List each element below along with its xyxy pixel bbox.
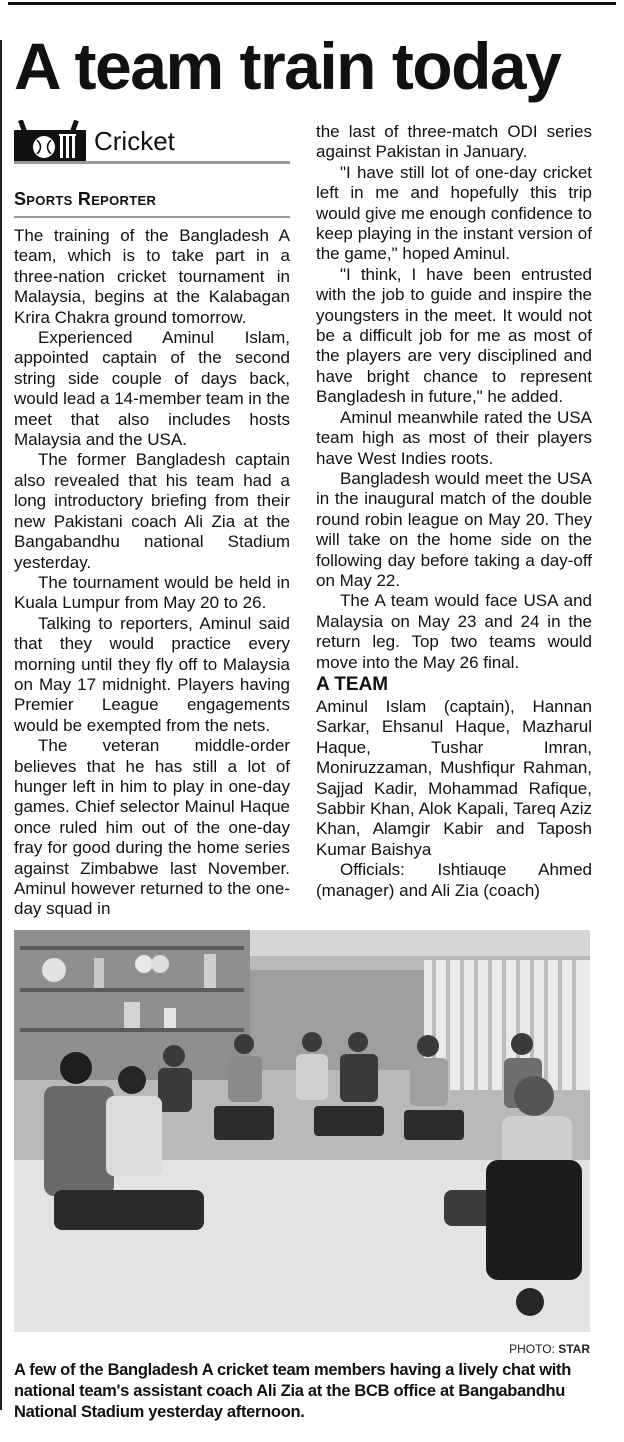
column-rule [0, 40, 2, 1410]
headline: A team train today [14, 29, 561, 103]
byline: Sports Reporter [14, 189, 157, 209]
team-list: Aminul Islam (captain), Hannan Sarkar, Ehsanul Haque, Mazharul Haque, Tushar Imran, Moniruzzaman, Mushfiqur Rahman, Sajjad Kadir, Mohammad Rafique, Sabbir Khan, Alok Kapali, Tareq Aziz Khan, Alamgir Kabir and Taposh Kumar Baishya [316, 696, 592, 859]
news-photo [14, 930, 590, 1332]
paragraph: The veteran middle-order believes that he has still a lot of hunger left in him to play in one-day games. Chief selector Mainul Haque once ruled him out of the one-day fray for good during the home series against Zimbabwe last November. Aminul however returned to the one-day squad in [14, 736, 290, 919]
cricket-logo-icon [14, 120, 86, 162]
paragraph: Talking to reporters, Aminul said that they would practice every morning until they fly off to Malaysia on May 17 midnight. Players having Premier League engagements would be exempted from the nets. [14, 613, 290, 735]
paragraph: The tournament would be held in Kuala Lumpur from May 20 to 26. [14, 572, 290, 613]
article-column-2 [316, 122, 592, 901]
paragraph-continuation: the last of three-match ODI series against Pakistan in January. [316, 122, 592, 162]
article-column-1 [14, 226, 290, 920]
paragraph: Bangladesh would meet the USA in the inaugural match of the double round robin league on May 20. They will take on the home side on the following day before taking a day-off on May 22. [316, 468, 592, 590]
photo-credit-prefix: PHOTO: [509, 1342, 555, 1356]
paragraph: The A team would face USA and Malaysia on May 23 and 24 in the return leg. Top two teams would move into the May 26 final. [316, 591, 592, 672]
paragraph: Experienced Aminul Islam, appointed captain of the second string side couple of days back, would lead a 14-member team in the meet that also includes hosts Malaysia and the USA. [14, 328, 290, 450]
photo-credit-source: STAR [558, 1342, 590, 1356]
paragraph: The training of the Bangladesh A team, which is to take part in a three-nation cricket tournament in Malaysia, begins at the Kalabagan Krira Chakra ground tomorrow. [14, 226, 290, 327]
byline-rule [14, 216, 290, 218]
paragraph: Aminul meanwhile rated the USA team high as most of their players have West Indies roots. [316, 407, 592, 468]
top-rule [8, 2, 616, 5]
section-kicker [14, 116, 290, 168]
photo-credit [509, 1342, 590, 1356]
paragraph: "I think, I have been entrusted with the job to guide and inspire the youngsters in the meet. It would not be a difficult job for me as most of the players are very disciplined and have bright chance to represent Bangladesh in future," he added. [316, 264, 592, 407]
meeting-photo-illustration [14, 930, 590, 1332]
team-heading: A TEAM [316, 673, 389, 695]
section-label: Cricket [94, 126, 175, 156]
paragraph: "I have still lot of one-day cricket left in me and hopefully this trip would give me enough confidence to keep playing in the instant version of the game," hoped Aminul. [316, 162, 592, 264]
kicker-rule [14, 161, 290, 164]
paragraph: The former Bangladesh captain also revealed that his team had a long introductory briefing from their new Pakistani coach Ali Zia at the Bangabandhu national Stadium yesterday. [14, 450, 290, 572]
photo-caption: A few of the Bangladesh A cricket team members having a lively chat with national team's assistant coach Ali Zia at the BCB office at Bangabandhu National Stadium yesterday afternoon. [14, 1361, 571, 1421]
officials: Officials: Ishtiauqe Ahmed (manager) and Ali Zia (coach) [316, 860, 592, 900]
